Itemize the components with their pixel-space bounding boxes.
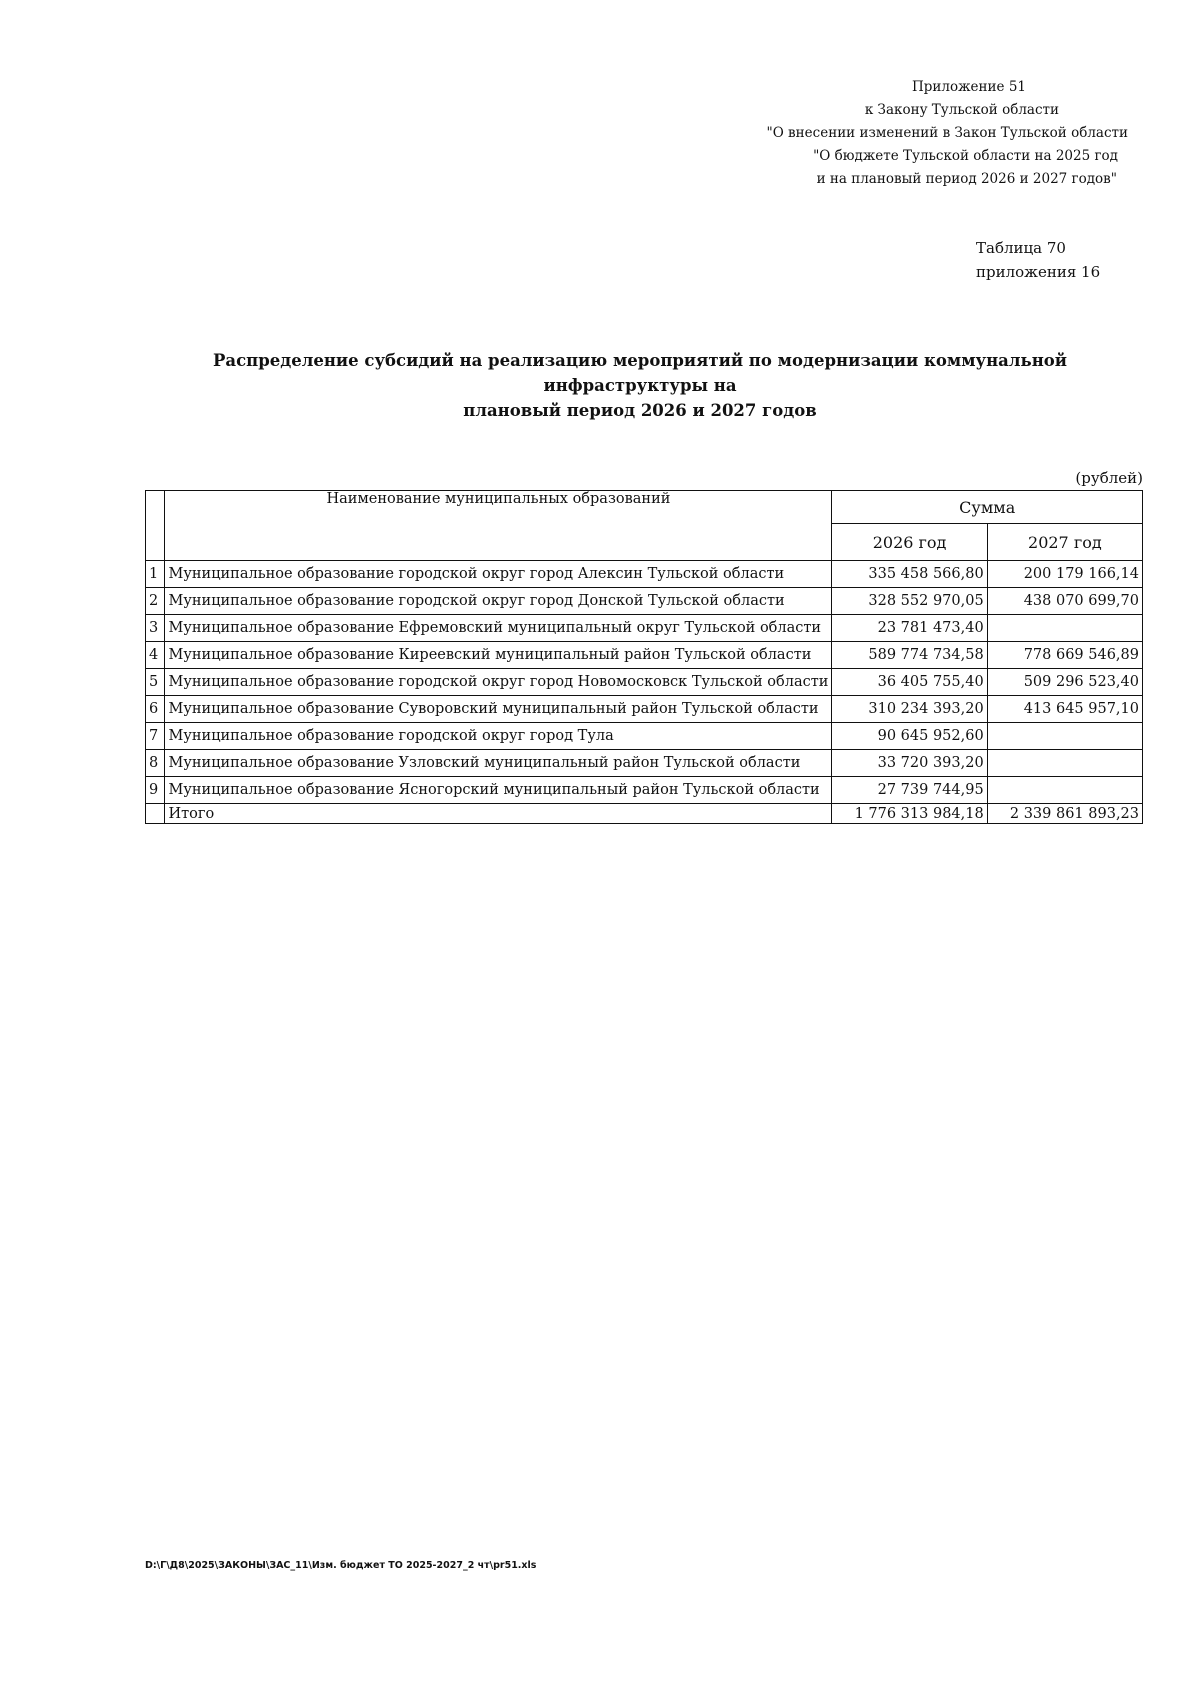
row-amount-2026: 328 552 970,05 — [832, 588, 987, 615]
annex-line: "О внесении изменений в Закон Тульской области — [766, 125, 1128, 141]
row-number: 1 — [146, 561, 165, 588]
row-amount-2027: 778 669 546,89 — [987, 642, 1142, 669]
subsidies-table — [145, 490, 1143, 824]
row-amount-2026: 90 645 952,60 — [832, 723, 987, 750]
total-row — [146, 804, 1143, 824]
table-ref-line: Таблица 70 — [976, 239, 1066, 257]
row-amount-2026: 335 458 566,80 — [832, 561, 987, 588]
row-name: Муниципальное образование Узловский муниципальный район Тульской области — [165, 750, 832, 777]
row-name: Муниципальное образование Ясногорский муниципальный район Тульской области — [165, 777, 832, 804]
row-number: 7 — [146, 723, 165, 750]
annex-reference — [708, 76, 1128, 191]
row-amount-2026: 33 720 393,20 — [832, 750, 987, 777]
header-2026-cell: 2026 год — [832, 524, 987, 561]
row-name: Муниципальное образование городской округ город Донской Тульской области — [165, 588, 832, 615]
row-amount-2026: 36 405 755,40 — [832, 669, 987, 696]
row-number: 8 — [146, 750, 165, 777]
total-amount-2026: 1 776 313 984,18 — [832, 804, 987, 824]
row-amount-2027 — [987, 615, 1142, 642]
header-sum-cell: Сумма — [832, 491, 1143, 524]
total-label: Итого — [165, 804, 832, 824]
row-amount-2026: 23 781 473,40 — [832, 615, 987, 642]
row-amount-2026: 27 739 744,95 — [832, 777, 987, 804]
row-name: Муниципальное образование Ефремовский муниципальный округ Тульской области — [165, 615, 832, 642]
annex-line: к Закону Тульской области — [864, 102, 1059, 118]
row-name: Муниципальное образование городской округ город Новомосковск Тульской области — [165, 669, 832, 696]
table-row — [146, 696, 1143, 723]
annex-line: и на плановый период 2026 и 2027 годов" — [816, 171, 1117, 187]
table-row — [146, 750, 1143, 777]
row-number: 9 — [146, 777, 165, 804]
row-number: 2 — [146, 588, 165, 615]
table-row — [146, 723, 1143, 750]
table-row — [146, 777, 1143, 804]
row-amount-2027: 438 070 699,70 — [987, 588, 1142, 615]
row-name: Муниципальное образование городской округ город Алексин Тульской области — [165, 561, 832, 588]
document-title — [160, 348, 1120, 423]
row-amount-2027: 509 296 523,40 — [987, 669, 1142, 696]
header-number-cell — [146, 491, 165, 561]
total-amount-2027: 2 339 861 893,23 — [987, 804, 1142, 824]
row-amount-2027 — [987, 723, 1142, 750]
row-amount-2027 — [987, 750, 1142, 777]
header-name-cell: Наименование муниципальных образований — [165, 491, 832, 561]
total-number-cell — [146, 804, 165, 824]
title-line: Распределение субсидий на реализацию мероприятий по модернизации коммунальной инфраструктуры на — [212, 351, 1068, 395]
row-number: 5 — [146, 669, 165, 696]
row-number: 3 — [146, 615, 165, 642]
row-number: 4 — [146, 642, 165, 669]
table-reference — [976, 236, 1100, 284]
table-row — [146, 615, 1143, 642]
row-amount-2027: 413 645 957,10 — [987, 696, 1142, 723]
units-label: (рублей) — [1075, 469, 1143, 487]
row-number: 6 — [146, 696, 165, 723]
table-row — [146, 588, 1143, 615]
row-amount-2026: 310 234 393,20 — [832, 696, 987, 723]
table-header-row — [146, 491, 1143, 524]
table-row — [146, 561, 1143, 588]
row-name: Муниципальное образование Киреевский муниципальный район Тульской области — [165, 642, 832, 669]
annex-line: Приложение 51 — [912, 79, 1026, 95]
title-line: плановый период 2026 и 2027 годов — [463, 401, 817, 420]
header-2027-cell: 2027 год — [987, 524, 1142, 561]
row-amount-2026: 589 774 734,58 — [832, 642, 987, 669]
row-name: Муниципальное образование городской округ город Тула — [165, 723, 832, 750]
row-name: Муниципальное образование Суворовский муниципальный район Тульской области — [165, 696, 832, 723]
table-row — [146, 669, 1143, 696]
table-ref-line: приложения 16 — [976, 263, 1101, 281]
row-amount-2027: 200 179 166,14 — [987, 561, 1142, 588]
table-row — [146, 642, 1143, 669]
file-path-footer: D:\Г\Д8\2025\ЗАКОНЫ\ЗАС_11\Изм. бюджет ТО 2025-2027_2 чт\pr51.xls — [145, 1560, 537, 1571]
row-amount-2027 — [987, 777, 1142, 804]
annex-line: "О бюджете Тульской области на 2025 год — [813, 148, 1118, 164]
